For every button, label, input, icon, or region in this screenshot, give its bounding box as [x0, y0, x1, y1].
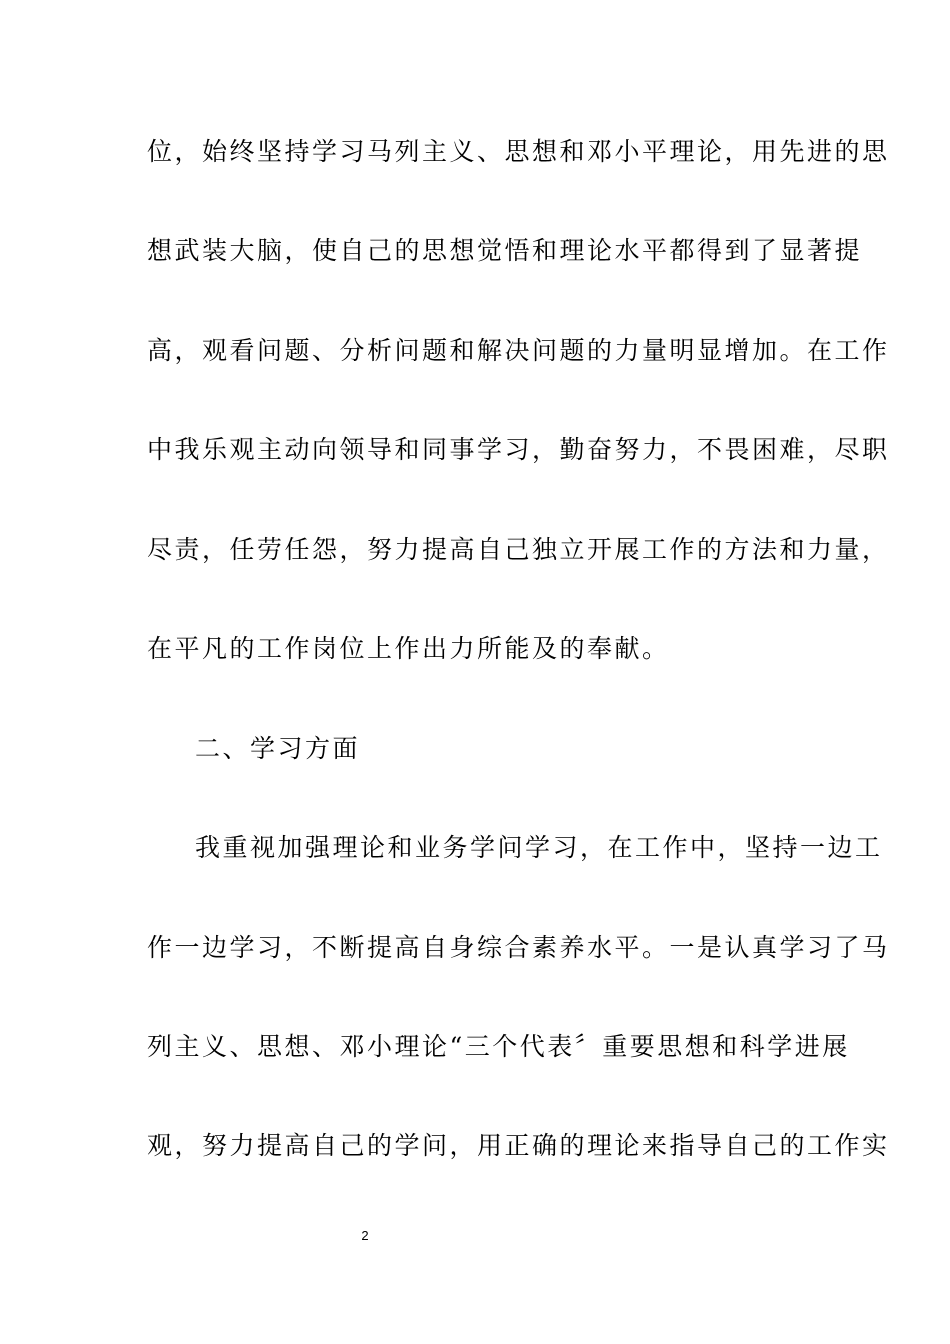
paragraph-line: 列主义、思想、邓小理论“三个代表〞重要思想和科学进展: [147, 1032, 850, 1061]
paragraph-line: 尽责，任劳任怨，努力提高自己独立开展工作的方法和力量，: [147, 535, 890, 564]
paragraph-line: 作一边学习，不断提高自身综合素养水平。一是认真学习了马: [147, 933, 890, 962]
section-heading: 二、学习方面: [195, 734, 361, 763]
paragraph-line: 在平凡的工作岗位上作出力所能及的奉献。: [147, 634, 670, 663]
paragraph-line: 位，始终坚持学习马列主义、思想和邓小平理论，用先进的思: [147, 137, 890, 166]
paragraph-line: 想武装大脑，使自己的思想觉悟和理论水平都得到了显著提: [147, 236, 863, 265]
page-number: 2: [361, 1228, 369, 1243]
paragraph-line: 我重视加强理论和业务学问学习，在工作中，坚持一边工: [195, 833, 883, 862]
paragraph-line: 中我乐观主动向领导和同事学习，勤奋努力，不畏困难，尽职: [147, 435, 890, 464]
paragraph-line: 观，努力提高自己的学问，用正确的理论来指导自己的工作实: [147, 1131, 890, 1160]
paragraph-line: 高，观看问题、分析问题和解决问题的力量明显增加。在工作: [147, 336, 890, 365]
